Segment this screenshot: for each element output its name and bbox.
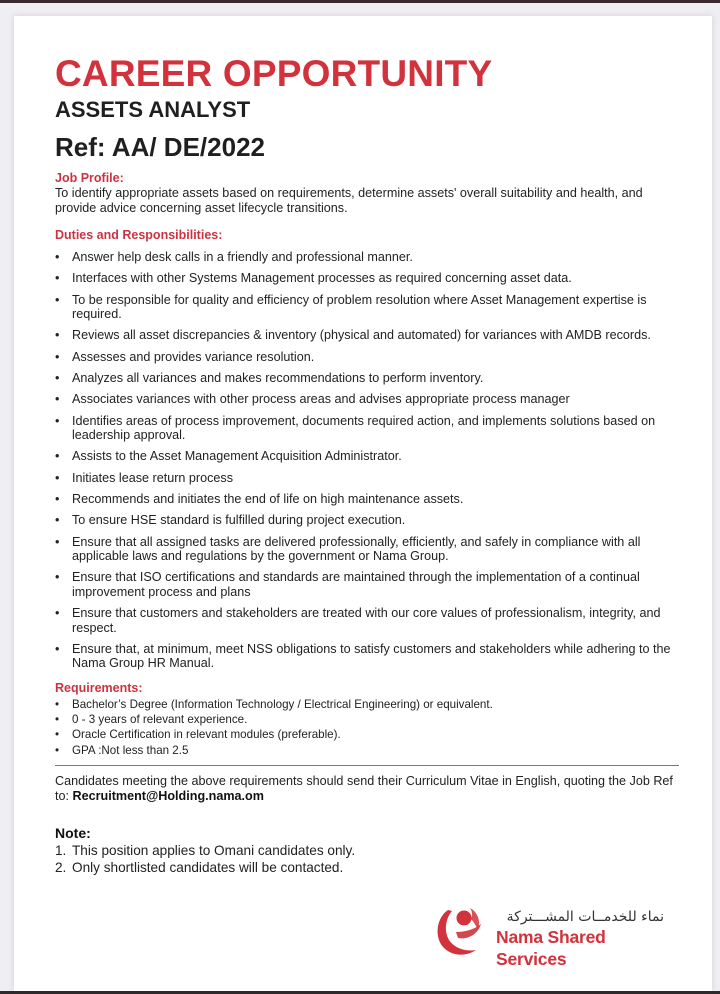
note-text: This position applies to Omani candidates only. [72, 842, 356, 858]
duty-item: • Ensure that customers and stakeholders are treated with our core values of professionalism, integrity, and respect. [55, 606, 679, 635]
duty-item: • Identifies areas of process improvement, documents required action, and implements solutions based on leadership approval. [55, 414, 679, 443]
duties-list [55, 250, 679, 671]
duty-item: • Reviews all asset discrepancies & inventory (physical and automated) for variances with AMDB records. [55, 328, 679, 343]
duty-item: • To ensure HSE standard is fulfilled during project execution. [55, 513, 679, 528]
requirements-list [55, 697, 679, 758]
section-divider [55, 765, 679, 766]
job-posting-page [14, 16, 712, 991]
note-number: 1. [55, 842, 67, 858]
duty-item: • To be responsible for quality and efficiency of problem resolution where Asset Management expertise is required. [55, 293, 679, 322]
notes-list [55, 842, 679, 876]
duty-item: • Recommends and initiates the end of life on high maintenance assets. [55, 492, 679, 507]
job-profile-text: To identify appropriate assets based on requirements, determine assets' overall suitability and health, and provide advice concerning asset lifecycle transitions. [55, 186, 643, 215]
top-edge-bar [0, 0, 720, 3]
note-item [55, 842, 679, 859]
note-number: 2. [55, 859, 67, 875]
posting-content [55, 52, 679, 876]
job-profile-heading: Job Profile: [55, 171, 124, 185]
nama-logo-icon [434, 902, 484, 958]
duty-item: • Assesses and provides variance resolution. [55, 350, 679, 365]
duty-item: • Assists to the Asset Management Acquisition Administrator. [55, 449, 679, 464]
logo-english-name: Nama Shared Services [496, 927, 606, 969]
job-reference: Ref: AA/ DE/2022 [55, 132, 265, 162]
duty-item: • Ensure that, at minimum, meet NSS obligations to satisfy customers and stakeholders while adhering to the Nama Group HR Manual. [55, 642, 679, 671]
page-title: CAREER OPPORTUNITY [55, 53, 493, 94]
note-item [55, 859, 679, 876]
recruitment-email-link[interactable]: Recruitment@Holding.nama.om [72, 788, 264, 803]
duty-item: • Associates variances with other process areas and advises appropriate process manager [55, 392, 679, 407]
duty-item: • Ensure that ISO certifications and standards are maintained through the implementation of a continual improvement process and plans [55, 570, 679, 599]
requirement-item: • Bachelor’s Degree (Information Technology / Electrical Engineering) or equivalent. [55, 697, 679, 712]
requirement-item: • Oracle Certification in relevant modules (preferable). [55, 727, 679, 742]
company-logo [434, 902, 674, 969]
requirement-item: • GPA :Not less than 2.5 [55, 743, 679, 758]
requirements-heading: Requirements: [55, 680, 143, 695]
application-instructions [55, 774, 679, 804]
requirement-item: • 0 - 3 years of relevant experience. [55, 712, 679, 727]
duty-item: • Ensure that all assigned tasks are delivered professionally, efficiently, and safely in compliance with all applicable laws and regulations by the government or Nama Group. [55, 535, 679, 564]
duty-item: • Answer help desk calls in a friendly and professional manner. [55, 250, 679, 265]
application-text: Candidates meeting the above requirements should send their Curriculum Vitae in English, quoting the Job Ref to: [55, 773, 673, 803]
duty-item: • Initiates lease return process [55, 471, 679, 486]
duty-item: • Interfaces with other Systems Management processes as required concerning asset data. [55, 271, 679, 286]
note-text: Only shortlisted candidates will be contacted. [72, 859, 344, 875]
duties-heading: Duties and Responsibilities: [55, 228, 223, 242]
notes-heading: Note: [55, 824, 91, 841]
duty-item: • Analyzes all variances and makes recommendations to perform inventory. [55, 371, 679, 386]
logo-arabic-name: نماء للخدمــات المشـــتركة [506, 909, 664, 925]
position-title: ASSETS ANALYST [55, 97, 251, 122]
